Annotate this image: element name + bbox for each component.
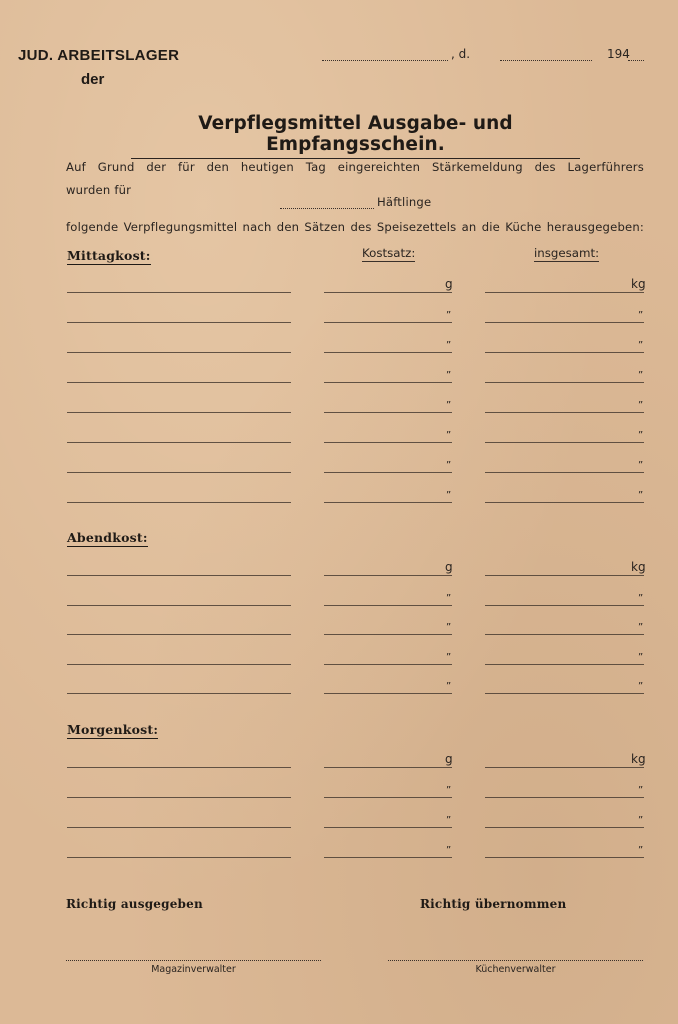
date-separator: , d. [451,47,471,61]
unit-kilograms: kg [631,277,646,291]
ditto-mark: ” [638,652,644,663]
item-name-line[interactable] [67,634,291,635]
place-field[interactable] [322,60,448,61]
item-name-line[interactable] [67,292,291,293]
total-line[interactable] [485,605,644,606]
unit-grams: g [445,560,453,574]
camp-der: der [81,71,105,88]
rate-line[interactable] [324,575,452,576]
rate-line[interactable] [324,382,452,383]
item-name-line[interactable] [67,827,291,828]
total-line[interactable] [485,322,644,323]
ditto-mark: ” [446,593,452,604]
ditto-mark: ” [638,310,644,321]
rate-line[interactable] [324,442,452,443]
total-line[interactable] [485,634,644,635]
item-name-line[interactable] [67,412,291,413]
ditto-mark: ” [446,490,452,501]
item-name-line[interactable] [67,605,291,606]
total-line[interactable] [485,352,644,353]
ditto-mark: ” [446,845,452,856]
total-line[interactable] [485,797,644,798]
rate-line[interactable] [324,797,452,798]
rate-line[interactable] [324,322,452,323]
column-kostsatz: Kostsatz: [362,246,416,260]
rate-line[interactable] [324,857,452,858]
total-line[interactable] [485,412,644,413]
total-line[interactable] [485,857,644,858]
signature-label-received: Richtig übernommen [420,897,567,911]
total-line[interactable] [485,664,644,665]
rate-line[interactable] [324,292,452,293]
item-name-line[interactable] [67,382,291,383]
total-line[interactable] [485,292,644,293]
unit-grams: g [445,752,453,766]
ditto-mark: ” [446,430,452,441]
ditto-mark: ” [638,370,644,381]
rate-line[interactable] [324,693,452,694]
ditto-mark: ” [446,460,452,471]
unit-kilograms: kg [631,752,646,766]
ditto-mark: ” [446,310,452,321]
camp-name: JUD. ARBEITSLAGER [18,47,180,64]
ditto-mark: ” [446,370,452,381]
ditto-mark: ” [446,652,452,663]
item-name-line[interactable] [67,352,291,353]
intro-line-2-suffix: Häftlinge [377,195,432,209]
item-name-line[interactable] [67,797,291,798]
total-line[interactable] [485,575,644,576]
ditto-mark: ” [446,681,452,692]
year-field[interactable] [628,60,644,61]
unit-grams: g [445,277,453,291]
item-name-line[interactable] [67,693,291,694]
rate-line[interactable] [324,605,452,606]
ditto-mark: ” [446,400,452,411]
ditto-mark: ” [638,430,644,441]
date-field[interactable] [500,60,592,61]
prisoner-count-field[interactable] [280,208,374,209]
signature-line-right[interactable] [388,960,643,961]
item-name-line[interactable] [67,472,291,473]
total-line[interactable] [485,382,644,383]
total-line[interactable] [485,827,644,828]
item-name-line[interactable] [67,575,291,576]
total-line[interactable] [485,442,644,443]
ditto-mark: ” [638,490,644,501]
total-line[interactable] [485,502,644,503]
total-line[interactable] [485,767,644,768]
ditto-mark: ” [638,785,644,796]
role-kuechenverwalter: Küchenverwalter [475,964,556,975]
unit-kilograms: kg [631,560,646,574]
ditto-mark: ” [638,340,644,351]
item-name-line[interactable] [67,767,291,768]
ditto-mark: ” [638,681,644,692]
ditto-mark: ” [446,340,452,351]
rate-line[interactable] [324,352,452,353]
intro-line-2-prefix: wurden für [66,183,132,197]
ditto-mark: ” [638,845,644,856]
role-magazinverwalter: Magazinverwalter [151,964,236,975]
section-label-abendkost: Abendkost: [67,530,148,545]
item-name-line[interactable] [67,442,291,443]
ditto-mark: ” [446,622,452,633]
item-name-line[interactable] [67,502,291,503]
rate-line[interactable] [324,664,452,665]
rate-line[interactable] [324,634,452,635]
ditto-mark: ” [638,593,644,604]
intro-line-1: Auf Grund der für den heutigen Tag eingereichten Stärkemeldung des Lagerführers [66,160,644,174]
rate-line[interactable] [324,767,452,768]
section-label-mittagkost: Mittagkost: [67,248,151,263]
form-title: Verpflegsmittel Ausgabe- und Empfangsschein. [131,113,580,159]
ditto-mark: ” [638,460,644,471]
total-line[interactable] [485,472,644,473]
section-label-morgenkost: Morgenkost: [67,722,159,737]
item-name-line[interactable] [67,664,291,665]
intro-line-3: folgende Verpflegungsmittel nach den Sätzen des Speisezettels an die Küche herausgegeben: [66,220,644,234]
column-insgesamt: insgesamt: [534,246,600,260]
rate-line[interactable] [324,502,452,503]
year-prefix: 194 [607,47,630,61]
ditto-mark: ” [638,622,644,633]
rate-line[interactable] [324,412,452,413]
rate-line[interactable] [324,827,452,828]
rate-line[interactable] [324,472,452,473]
signature-line-left[interactable] [66,960,321,961]
signature-label-issued: Richtig ausgegeben [66,897,203,911]
item-name-line[interactable] [67,857,291,858]
ditto-mark: ” [638,400,644,411]
ditto-mark: ” [446,785,452,796]
ditto-mark: ” [446,815,452,826]
ditto-mark: ” [638,815,644,826]
total-line[interactable] [485,693,644,694]
item-name-line[interactable] [67,322,291,323]
